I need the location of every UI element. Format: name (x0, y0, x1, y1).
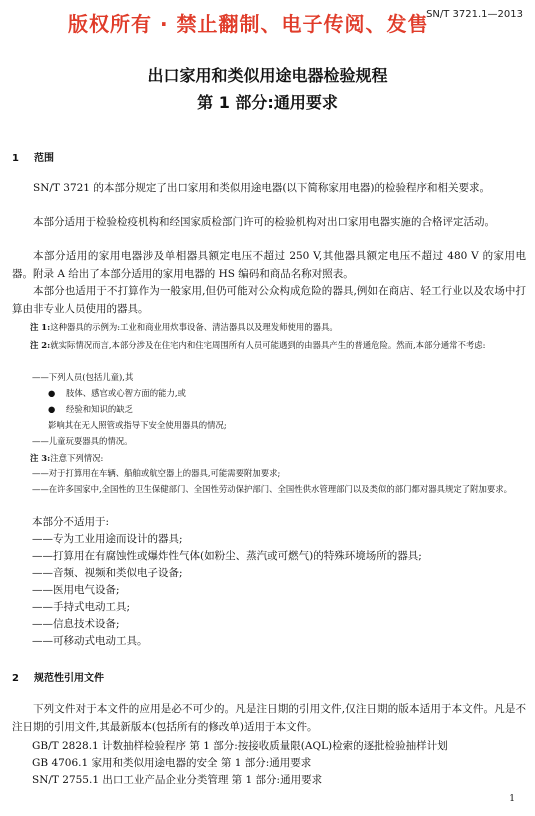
standard-number: SN/T 3721.1—2013 (426, 9, 523, 20)
bullet-text: 经验和知识的缺乏 (66, 404, 133, 414)
document-part-title: 第 1 部分:通用要求 (197, 93, 338, 112)
scope-paragraph-4: 本部分也适用于不打算作为一般家用,但仍可能对公众构成危险的器具,例如在商店、轻工行业以及农场中打算由非专业人员使用的器具。 (12, 285, 526, 315)
note-2 (30, 338, 526, 352)
bullet-text: 肢体、感官或心智方面的能力,或 (66, 388, 186, 398)
note-2-item-children: ——下列人员(包括儿童),其 (32, 372, 134, 382)
bullet-icon: ● (48, 388, 56, 398)
section-2-heading (12, 669, 104, 684)
scope-paragraph-3: 本部分适用的家用电器涉及单相器具额定电压不超过 250 V,其他器具额定电压不超过 480 V 的家用电器。附录 A 给出了本部分适用的家用电器的 HS 编码和商品名称对照表。 (12, 250, 526, 280)
normative-paragraph: 下列文件对于本文件的应用是必不可少的。凡是注日期的引用文件,仅注日期的版本适用于本文件。凡是不注日期的引用文件,其最新版本(包括所有的修改单)适用于本文件。 (12, 703, 526, 733)
scope-paragraph-2: 本部分适用于检验检疫机构和经国家质检部门许可的检验机构对出口家用电器实施的合格评定活动。 (33, 216, 495, 228)
note-text: 就实际情况而言,本部分涉及在住宅内和住宅周围所有人员可能遇到的由器具产生的普通危险。然而,本部分通常不考虑: (50, 340, 486, 350)
bullet-icon: ● (48, 404, 56, 414)
note-3-item-1: ——对于打算用在车辆、船舶或航空器上的器具,可能需要附加要求; (32, 468, 281, 478)
note-text: 这种器具的示例为:工业和商业用炊事设备、清洁器具以及理发师使用的器具。 (50, 322, 338, 332)
not-applicable-item: ——打算用在有腐蚀性或爆炸性气体(如粉尘、蒸汽或可燃气)的特殊环境场所的器具; (32, 550, 422, 562)
section-title: 范围 (34, 153, 54, 164)
note-label: 注 2: (30, 340, 51, 350)
page-number: 1 (509, 794, 515, 804)
not-applicable-item: ——手持式电动工具; (32, 601, 131, 613)
not-applicable-item: ——信息技术设备; (32, 618, 120, 630)
document-title: 出口家用和类似用途电器检验规程 (147, 66, 388, 85)
note-text: 注意下列情况: (50, 453, 104, 463)
not-applicable-item: ——音频、视频和类似电子设备; (32, 567, 183, 579)
note-3 (30, 451, 526, 465)
not-applicable-item: ——可移动式电动工具。 (32, 635, 148, 647)
note-2-unsupervised: 影响其在无人照管或指导下安全使用器具的情况; (48, 420, 227, 430)
reference-item: GB/T 2828.1 计数抽样检验程序 第 1 部分:按接收质量限(AQL)检索的逐批检验抽样计划 (32, 740, 448, 752)
section-1-heading (12, 149, 54, 164)
section-number: 2 (12, 673, 19, 684)
copyright-watermark: 版权所有 · 禁止翻制、电子传阅、发售 (68, 12, 429, 36)
note-label: 注 1: (30, 322, 51, 332)
scope-paragraph-1: SN/T 3721 的本部分规定了出口家用和类似用途电器(以下简称家用电器)的检验程序和相关要求。 (33, 182, 491, 194)
note-2-bullet-1 (48, 386, 186, 400)
note-3-item-2: ——在许多国家中,全国性的卫生保健部门、全国性劳动保护部门、全国性供水管理部门以及类似的部门都对器具规定了附加要求。 (32, 484, 513, 494)
note-2-bullet-2 (48, 402, 133, 416)
reference-item: SN/T 2755.1 出口工业产品企业分类管理 第 1 部分:通用要求 (32, 774, 323, 786)
not-applicable-intro: 本部分不适用于: (32, 516, 110, 528)
section-number: 1 (12, 153, 19, 164)
note-2-item-toys: ——儿童玩耍器具的情况。 (32, 436, 133, 446)
not-applicable-item: ——专为工业用途而设计的器具; (32, 533, 183, 545)
note-label: 注 3: (30, 453, 51, 463)
section-title: 规范性引用文件 (34, 673, 104, 684)
note-1 (30, 320, 526, 334)
not-applicable-item: ——医用电气设备; (32, 584, 120, 596)
reference-item: GB 4706.1 家用和类似用途电器的安全 第 1 部分:通用要求 (32, 757, 312, 769)
